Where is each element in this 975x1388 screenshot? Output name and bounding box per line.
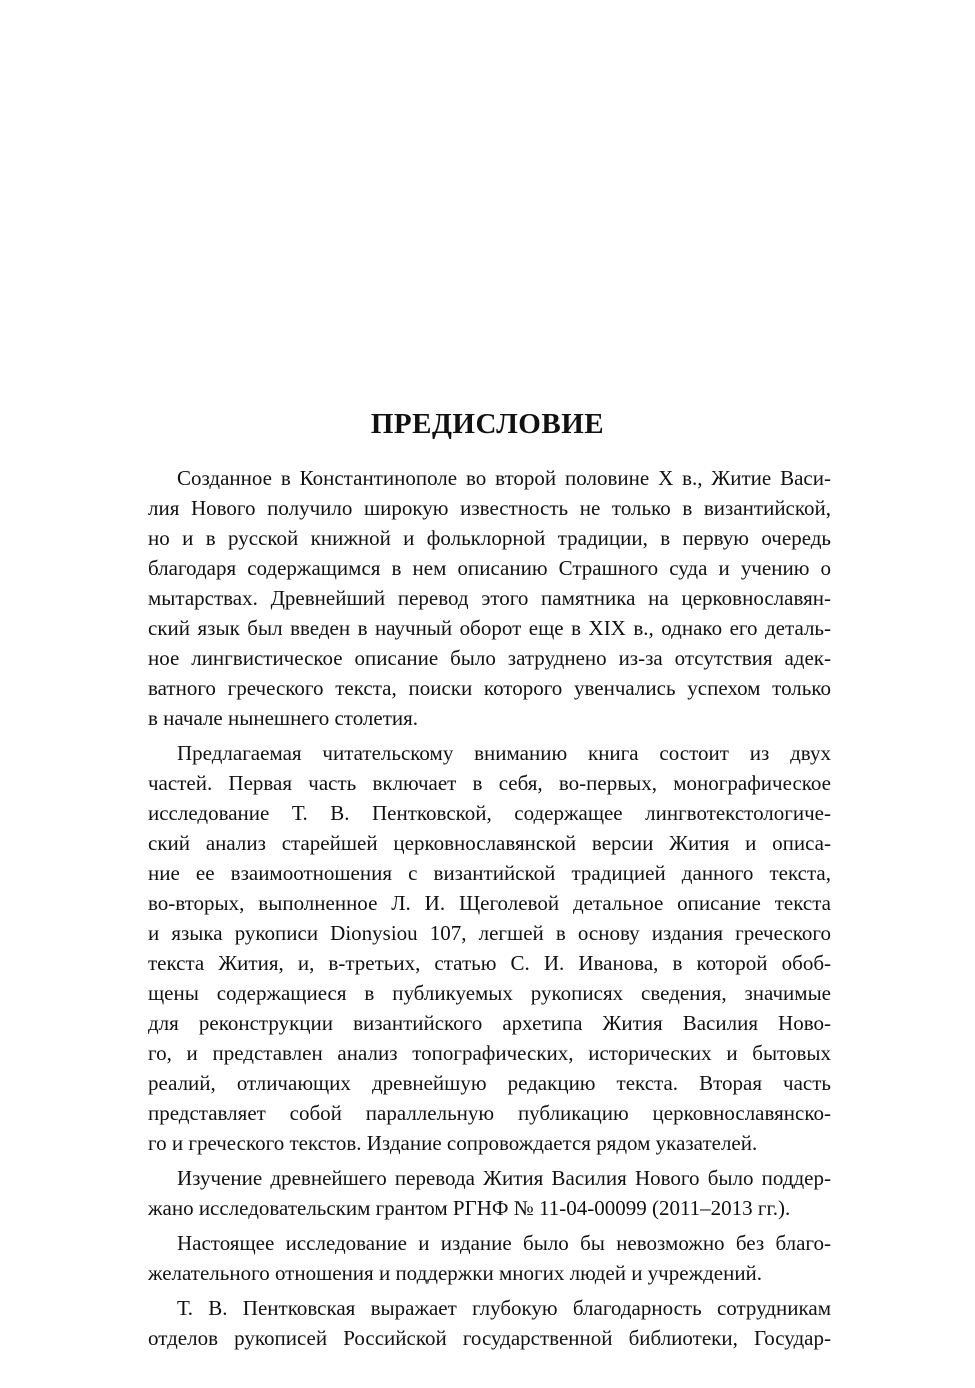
page-title: ПРЕДИСЛОВИЕ: [370, 408, 605, 440]
text-line: и языка рукописи Dionysiou 107, легшей в основу издания греческого: [148, 921, 831, 945]
text-line: го, и представлен анализ топографических, исторических и бытовых: [148, 1041, 831, 1065]
preface-body: [148, 463, 831, 1353]
text-line: Т. В. Пентковская выражает глубокую благодарность сотрудникам: [177, 1296, 831, 1320]
text-line: Настоящее исследование и издание было бы невозможно без благо-: [177, 1231, 831, 1255]
paragraph: [148, 1228, 831, 1288]
paragraph: [148, 1293, 831, 1353]
paragraph: [148, 463, 831, 733]
text-line: желательного отношения и поддержки многих людей и учреждений.: [148, 1261, 763, 1285]
text-line: ватного греческого текста, поиски которого увенчались успехом только: [148, 676, 831, 700]
text-line: представляет собой параллельную публикацию церковнославянско-: [148, 1101, 831, 1125]
paragraph: [148, 1163, 831, 1223]
text-line: благодаря содержащимся в нем описанию Страшного суда и учению о: [148, 556, 831, 580]
text-line: ное лингвистическое описание было затруднено из-за отсутствия адек-: [148, 646, 831, 670]
text-line: реалий, отличающих древнейшую редакцию текста. Вторая часть: [148, 1071, 831, 1095]
paragraph: [148, 738, 831, 1158]
text-line: щены содержащиеся в публикуемых рукописях сведения, значимые: [148, 981, 831, 1005]
text-line: Созданное в Константинополе во второй половине X в., Житие Васи-: [177, 466, 831, 490]
text-line: го и греческого текстов. Издание сопровождается рядом указателей.: [148, 1131, 758, 1155]
text-line: частей. Первая часть включает в себя, во-первых, монографическое: [148, 771, 831, 795]
text-line: мытарствах. Древнейший перевод этого памятника на церковнославян-: [148, 586, 831, 610]
text-line: для реконструкции византийского архетипа Жития Василия Ново-: [148, 1011, 831, 1035]
text-line: но и в русской книжной и фольклорной традиции, в первую очередь: [148, 526, 831, 550]
text-line: ние ее взаимоотношения с византийской традицией данного текста,: [148, 861, 831, 885]
text-line: ский язык был введен в научный оборот еще в XIX в., однако его деталь-: [148, 616, 831, 640]
text-line: ский анализ старейшей церковнославянской версии Жития и описа-: [148, 831, 831, 855]
text-line: жано исследовательским грантом РГНФ № 11-04-00099 (2011–2013 гг.).: [148, 1196, 791, 1220]
text-line: исследование Т. В. Пентковской, содержащее лингвотекстологиче-: [148, 801, 831, 825]
text-line: Изучение древнейшего перевода Жития Василия Нового было поддер-: [177, 1166, 831, 1190]
text-line: текста Жития, и, в-третьих, статью С. И. Иванова, в которой обоб-: [148, 951, 831, 975]
text-line: Предлагаемая читательскому вниманию книга состоит из двух: [177, 741, 831, 765]
text-line: в начале нынешнего столетия.: [148, 706, 419, 730]
text-line: лия Нового получило широкую известность не только в византийской,: [148, 496, 831, 520]
text-line: во-вторых, выполненное Л. И. Щеголевой детальное описание текста: [148, 891, 831, 915]
text-line: отделов рукописей Российской государственной библиотеки, Государ-: [148, 1326, 831, 1350]
